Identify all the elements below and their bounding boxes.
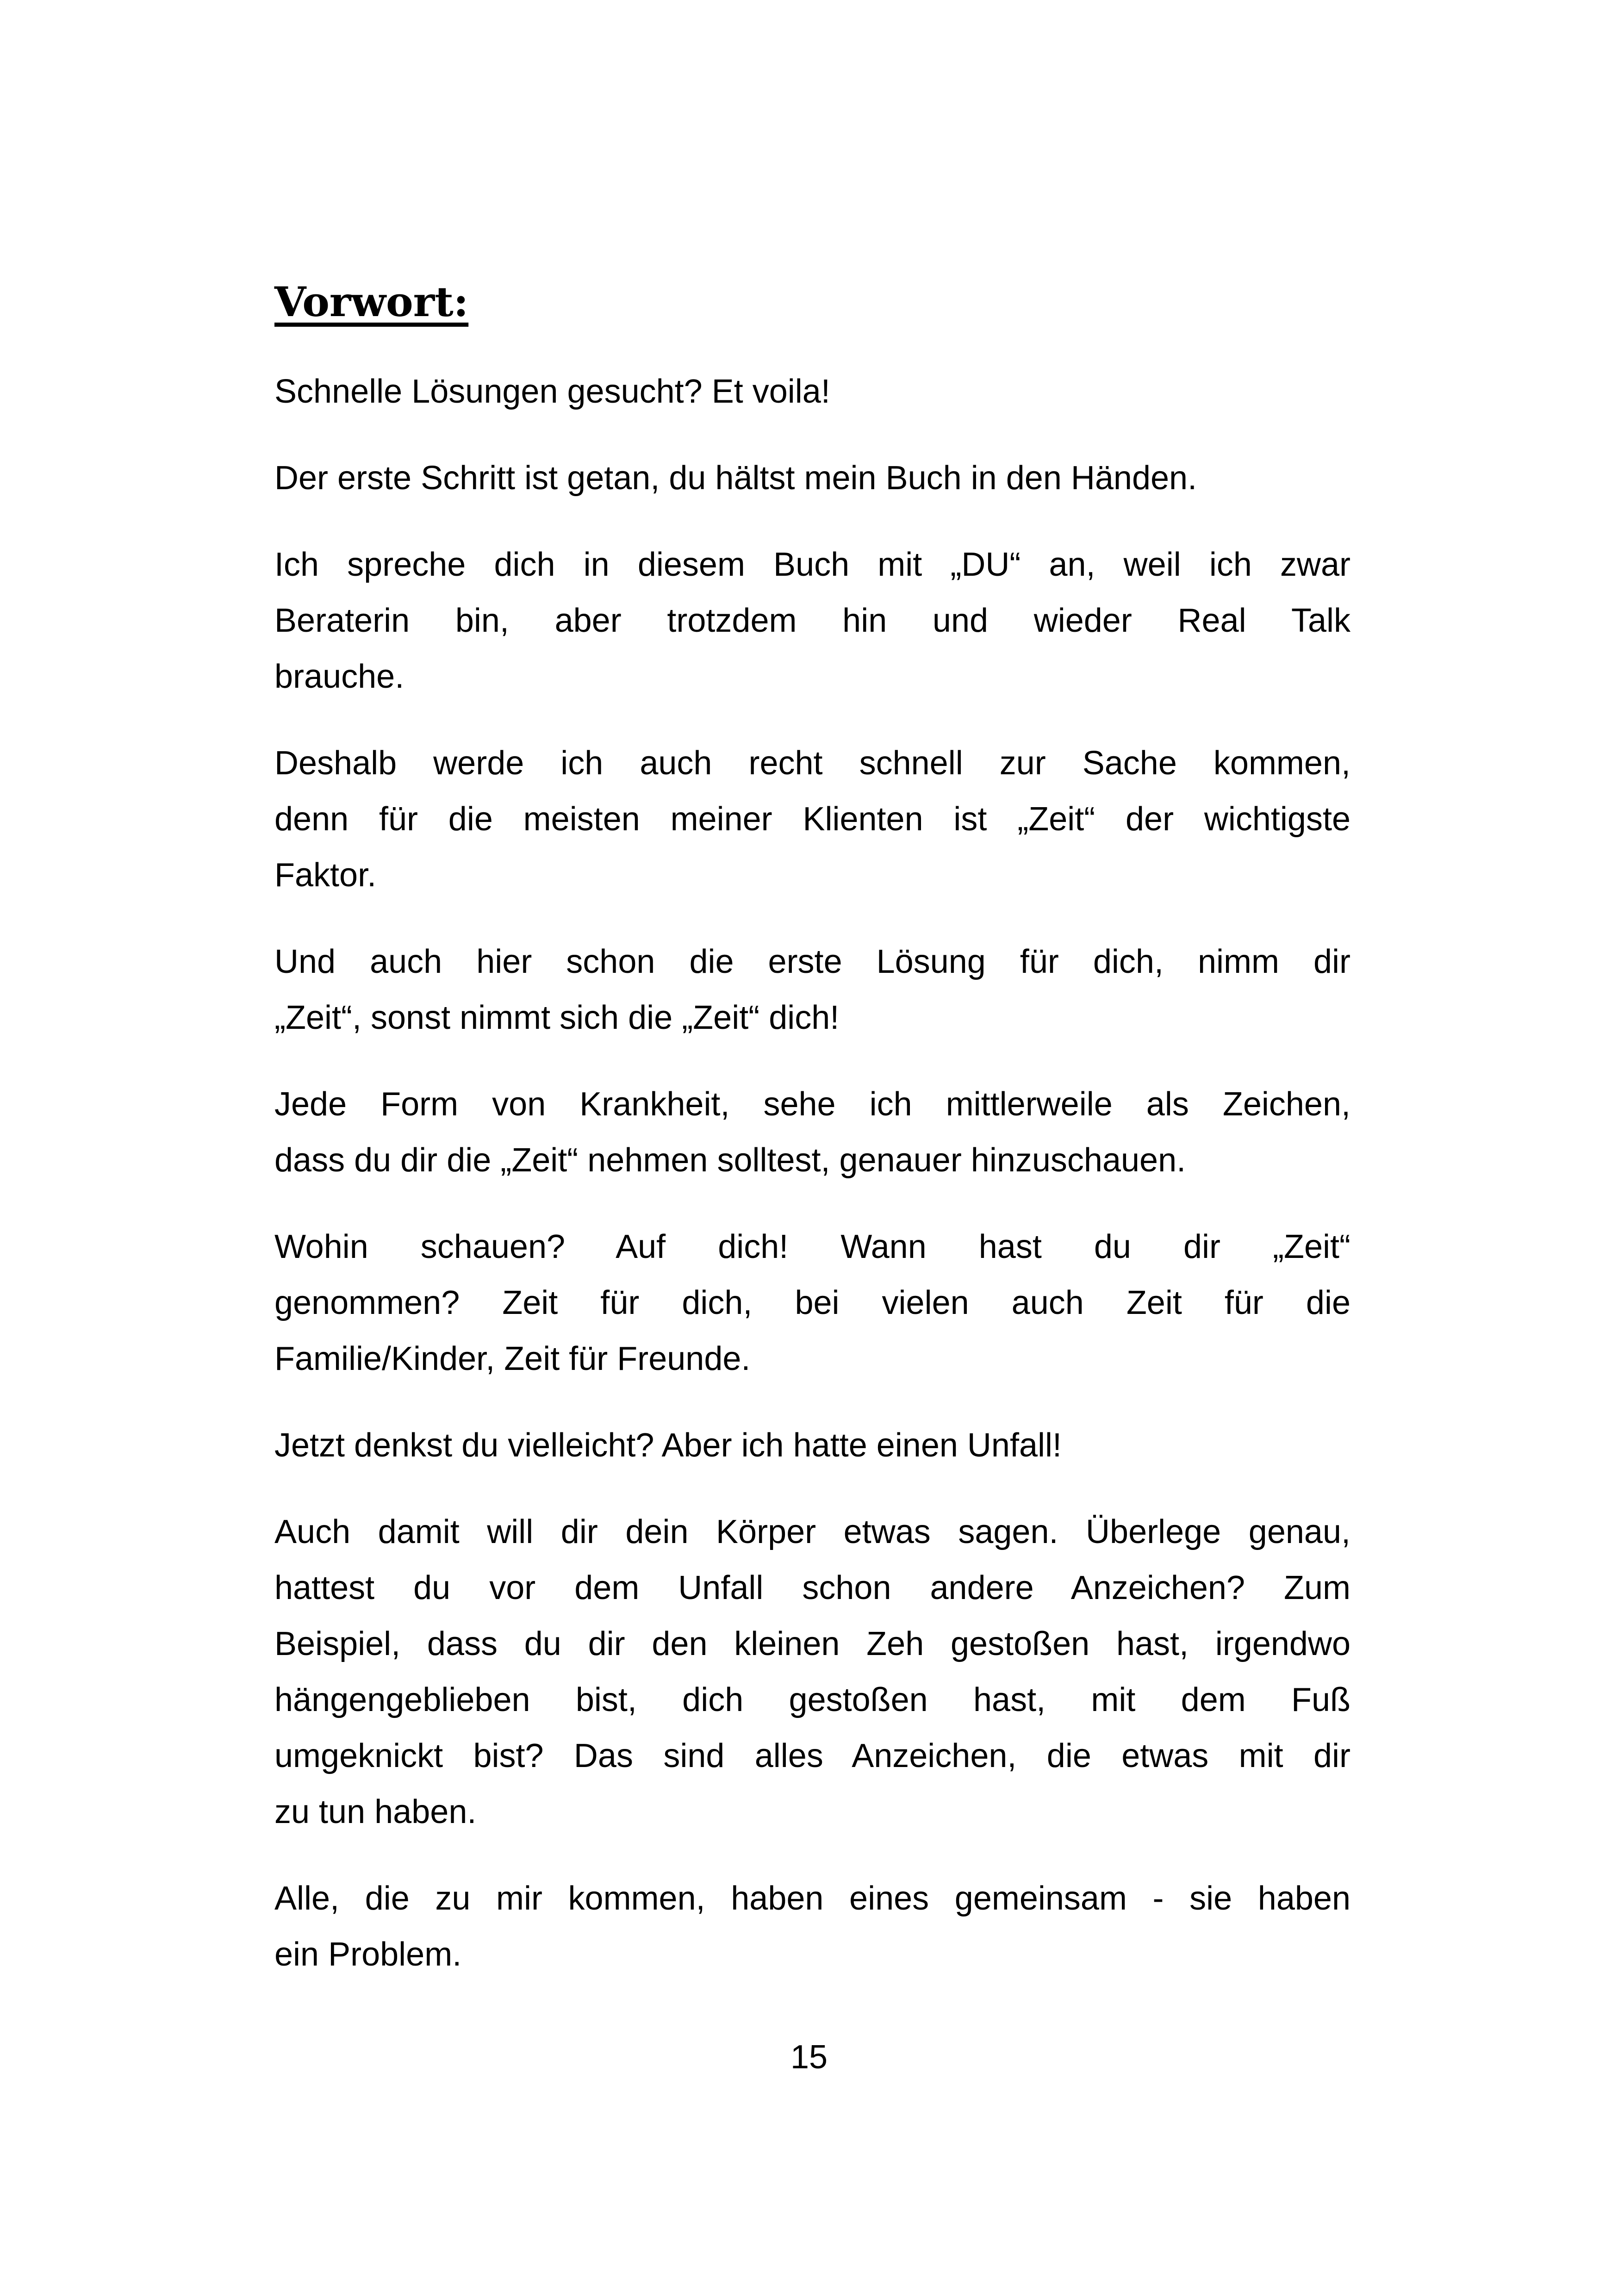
text-line: Jede Form von Krankheit, sehe ich mittlerweile als Zeichen, [274, 1086, 1350, 1123]
text-line: hattest du vor dem Unfall schon andere Anzeichen? Zum [274, 1569, 1350, 1606]
paragraph [274, 537, 1350, 705]
text-line: Und auch hier schon die erste Lösung für dich, nimm dir [274, 943, 1350, 980]
text-line: Schnelle Lösungen gesucht? Et voila! [274, 373, 830, 410]
text-line: Deshalb werde ich auch recht schnell zur Sache kommen, [274, 745, 1350, 782]
text-line: Auch damit will dir dein Körper etwas sagen. Überlege genau, [274, 1513, 1350, 1550]
paragraph [274, 450, 1350, 506]
text-line: Beispiel, dass du dir den kleinen Zeh gestoßen hast, irgendwo [274, 1625, 1350, 1662]
text-line: denn für die meisten meiner Klienten ist „Zeit“ der wichtigste [274, 801, 1350, 838]
text-line: ein Problem. [274, 1936, 462, 1973]
section-heading: Vorwort: [274, 278, 469, 326]
text-line: umgeknickt bist? Das sind alles Anzeichen, die etwas mit dir [274, 1737, 1350, 1774]
text-line: Der erste Schritt ist getan, du hältst mein Buch in den Händen. [274, 460, 1197, 497]
text-line: Jetzt denkst du vielleicht? Aber ich hatte einen Unfall! [274, 1427, 1062, 1464]
text-line: Familie/Kinder, Zeit für Freunde. [274, 1340, 751, 1377]
paragraph [274, 735, 1350, 903]
paragraph [274, 1418, 1350, 1474]
paragraph [274, 1871, 1350, 1983]
text-line: Alle, die zu mir kommen, haben eines gemeinsam - sie haben [274, 1880, 1350, 1917]
paragraph [274, 1504, 1350, 1840]
paragraph [274, 364, 1350, 420]
text-line: dass du dir die „Zeit“ nehmen solltest, genauer hinzuschauen. [274, 1142, 1186, 1179]
text-line: genommen? Zeit für dich, bei vielen auch Zeit für die [274, 1284, 1350, 1321]
paragraph [274, 1076, 1350, 1188]
text-line: Wohin schauen? Auf dich! Wann hast du dir „Zeit“ [274, 1228, 1350, 1265]
text-line: brauche. [274, 658, 404, 695]
body-text [274, 364, 1350, 2013]
paragraph [274, 1219, 1350, 1387]
paragraph [274, 934, 1350, 1046]
text-line: hängengeblieben bist, dich gestoßen hast, mit dem Fuß [274, 1681, 1350, 1718]
page-number: 15 [790, 2039, 828, 2076]
text-line: Beraterin bin, aber trotzdem hin und wieder Real Talk [274, 602, 1350, 639]
text-line: „Zeit“, sonst nimmt sich die „Zeit“ dich! [274, 999, 840, 1036]
text-line: Ich spreche dich in diesem Buch mit „DU“ an, weil ich zwar [274, 546, 1350, 583]
text-line: Faktor. [274, 857, 377, 894]
text-line: zu tun haben. [274, 1793, 477, 1830]
